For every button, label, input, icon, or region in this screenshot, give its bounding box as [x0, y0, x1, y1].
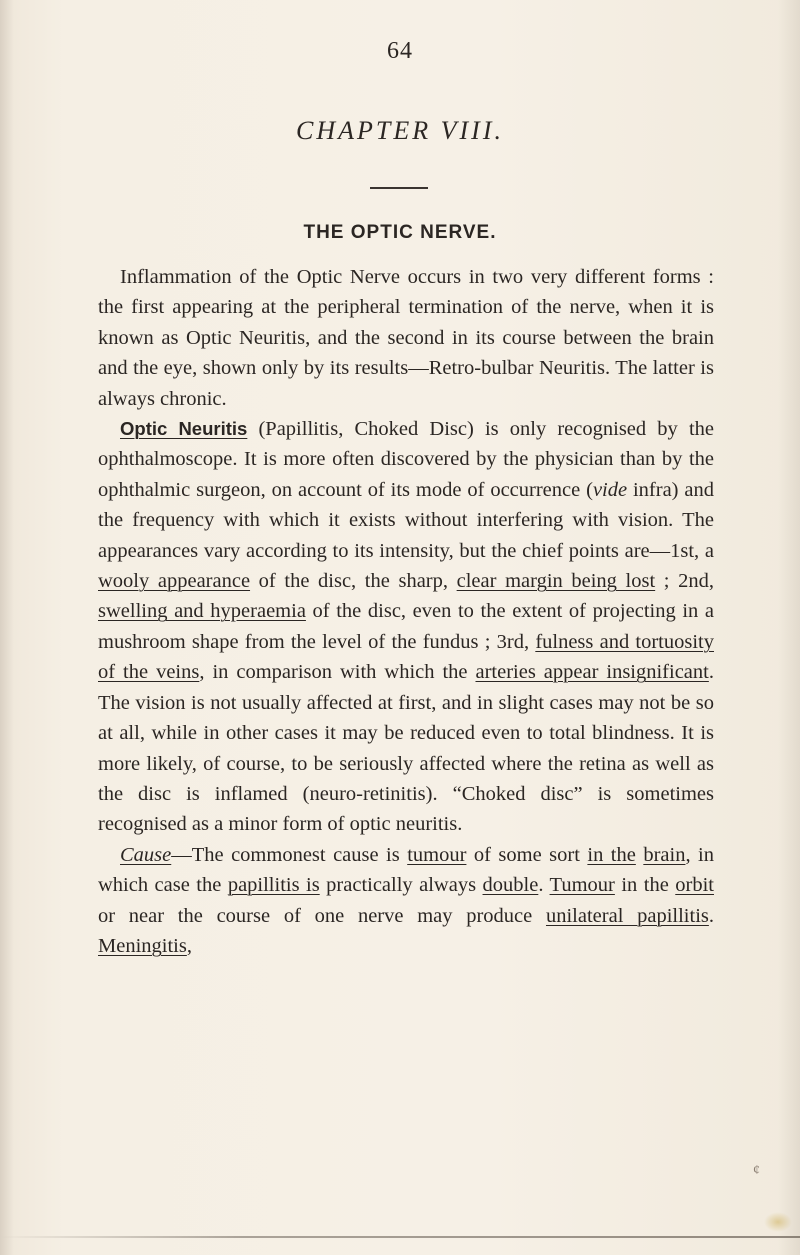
underlined-meningitis: Meningitis: [98, 934, 187, 957]
underlined-in-the: in the: [587, 843, 636, 866]
text-run: (Papillitis, Choked Disc) is only recognised by the ophthalmoscope. It is more often discovered by the physician than by the ophthalmic surgeon, on account of its mode of occurrence (: [98, 418, 714, 501]
text-run: of the disc, even to the extent of projecting in a mushroom shape from the level of the fundus ; 3rd,: [98, 600, 714, 653]
paragraph-cause: [98, 840, 714, 962]
underlined-brain: brain: [643, 843, 686, 866]
underlined-arteries: arteries appear insignificant: [475, 661, 709, 684]
term-cause: Cause: [120, 843, 172, 866]
text-run: , in comparison with which the: [199, 661, 476, 684]
underlined-unilateral: unilateral papillitis: [545, 904, 709, 927]
chapter-heading: CHAPTER VIII.: [296, 116, 504, 145]
underlined-fulness: fulness and tortuosity of the veins: [98, 630, 714, 684]
text-run: , in which case the: [98, 843, 714, 897]
paragraph-intro-text: Inflammation of the Optic Nerve occurs in two very different forms : the first appearing at the peripheral termination of the nerve, when it is known as Optic Neuritis, and the second in its course between the brain and the eye, shown only by its results—Retro-bulbar Neuritis. The latter is always chronic.: [98, 266, 714, 410]
term-optic-neuritis: Optic Neuritis: [120, 418, 248, 440]
page-bottom-edge: [0, 1236, 800, 1238]
paper-stain: [764, 1212, 792, 1232]
paragraph-optic-neuritis: [98, 414, 714, 840]
text-run: .: [708, 904, 714, 927]
edge-shadow: [778, 0, 800, 1255]
gutter-shadow: [0, 0, 14, 1255]
heading-divider: [370, 187, 428, 189]
text-run: ,: [186, 934, 192, 957]
text-run: in the: [614, 874, 676, 897]
text-run: . The vision is not usually affected at first, and in slight cases may not be so at all, while in other cases it may be reduced even to total blindness. It is more likely, of course, to be seriously affected where the retina as well as the disc is inflamed (neuro-retinitis). “Choked disc” is sometimes recognised as a minor form of optic neuritis.: [98, 661, 714, 836]
underlined-margin: clear margin being lost: [456, 570, 656, 593]
text-run: practically always: [319, 874, 483, 897]
text-run: infra) and the frequency with which it exists without interfering with vision. The appearances vary according to its intensity, but the chief points are—1st, a: [98, 478, 714, 562]
underlined-double: double: [482, 874, 539, 897]
page-number: 64: [387, 38, 413, 64]
underlined-tumour-2: Tumour: [549, 874, 615, 897]
text-run: .: [538, 874, 550, 897]
term-vide: vide: [592, 478, 628, 501]
margin-pencil-mark: ¢: [753, 1163, 760, 1178]
text-run: —The commonest cause is: [171, 843, 408, 866]
text-run: of the disc, the sharp,: [250, 570, 457, 593]
body-text: [98, 262, 714, 961]
underlined-papillitis: papillitis is: [227, 874, 320, 897]
underlined-swelling: swelling and hyperaemia: [98, 600, 306, 623]
text-run: ; 2nd,: [655, 570, 714, 593]
section-title: THE OPTIC NERVE.: [303, 222, 497, 243]
paragraph-intro: [98, 262, 714, 414]
underlined-orbit: orbit: [675, 874, 714, 897]
underlined-wooly: wooly appearance: [98, 570, 251, 593]
text-run: or near the course of one nerve may produce: [98, 904, 546, 927]
text-run: of some sort: [466, 843, 588, 866]
underlined-tumour: tumour: [407, 843, 467, 866]
